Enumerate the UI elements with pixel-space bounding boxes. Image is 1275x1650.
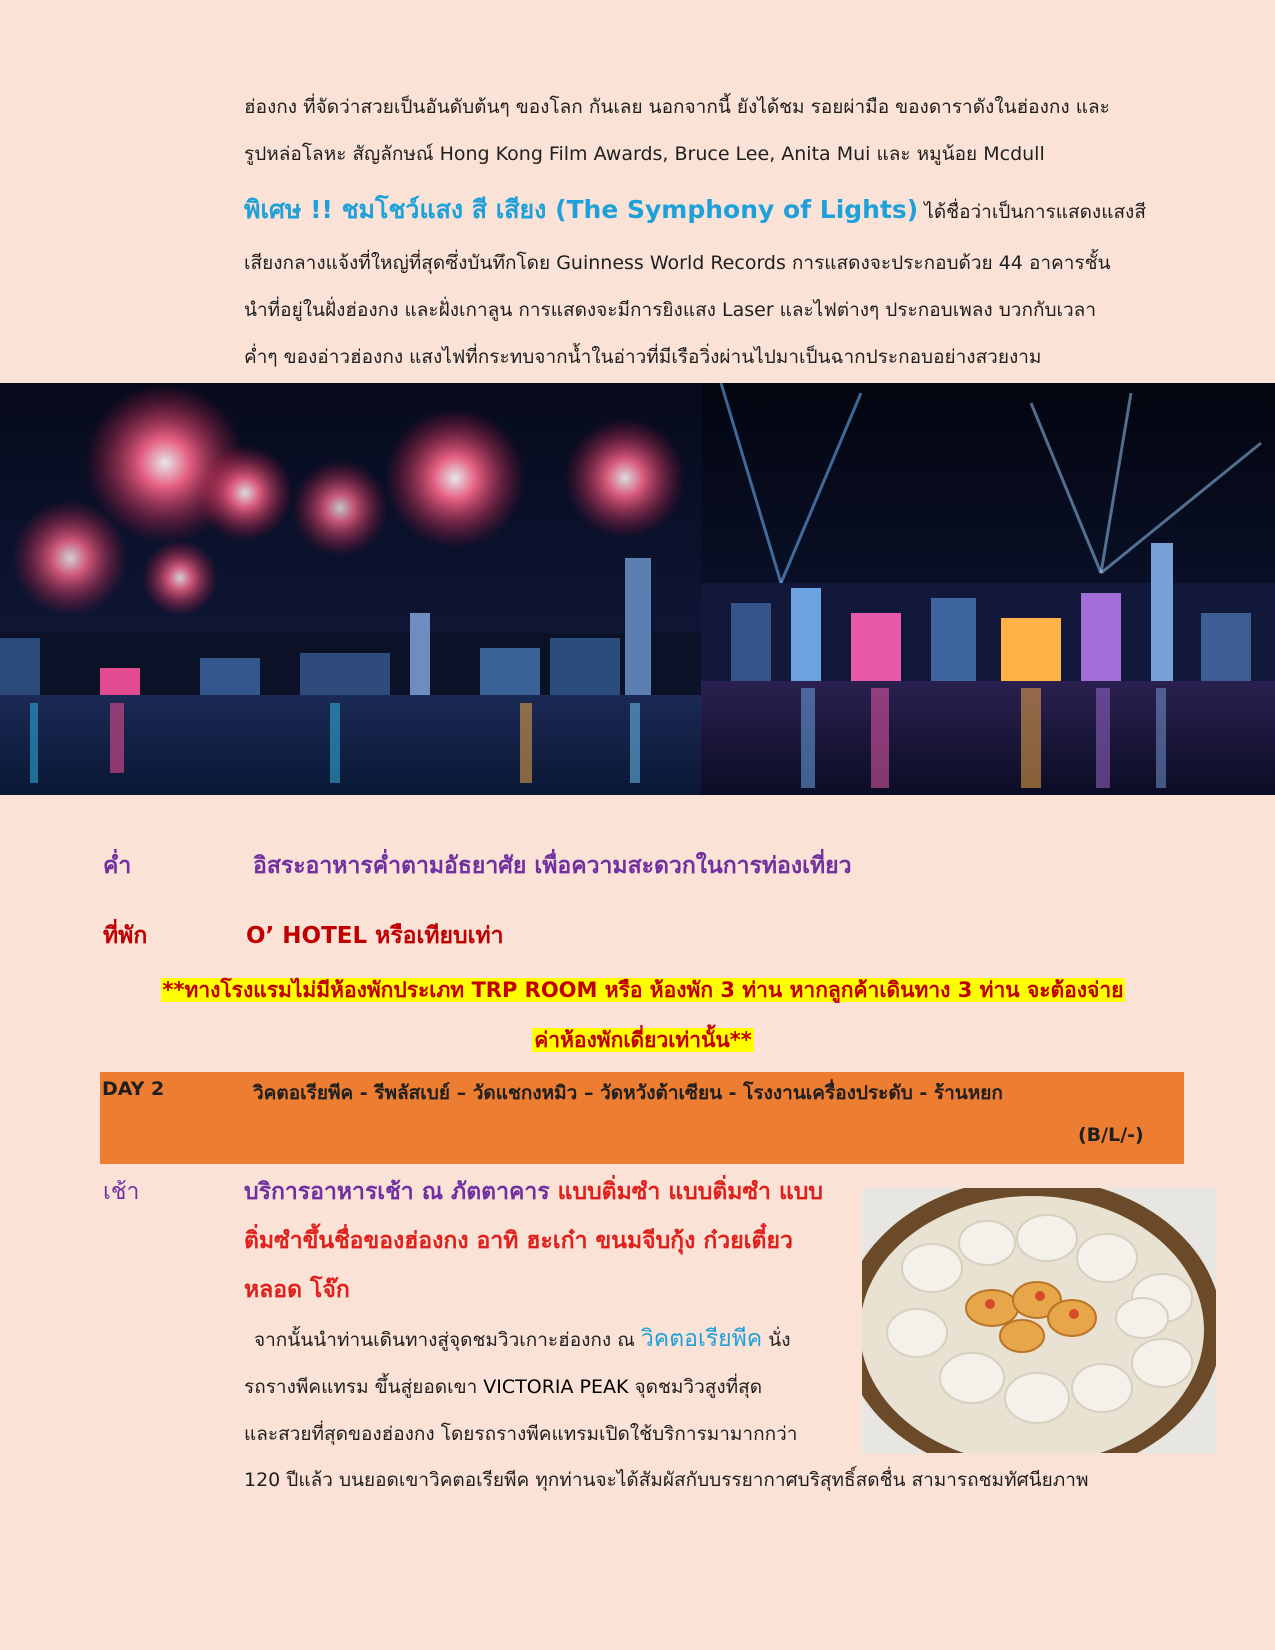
breakfast-text [244, 1168, 844, 1315]
peak-line-1 [244, 1316, 844, 1364]
day-2-header [100, 1072, 1184, 1164]
room-notice [103, 965, 1183, 1065]
symphony-line-2: เสียงกลางแจ้งที่ใหญ่ที่สุดซึ่งบันทึกโดย Guinness World Records การแสดงจะประกอบด้วย 44 อาคารชั้น [244, 252, 1111, 274]
intro-line-2: รูปหล่อโลหะ สัญลักษณ์ Hong Kong Film Awards, Bruce Lee, Anita Mui และ หมูน้อย Mcdull [244, 143, 1045, 165]
breakfast-red-2: ติ่มซำขึ้นชื่อของฮ่องกง อาทิ ฮะเก๋า ขนมจีบกุ้ง ก๋วยเตี๋ยว [244, 1228, 793, 1254]
symphony-line-3: นำที่อยู่ในฝั่งฮ่องกง และฝั่งเกาลูน การแสดงจะมีการยิงแสง Laser และไฟต่างๆ ประกอบเพลง บวกกับเวลา [244, 299, 1096, 321]
symphony-lights-photo [701, 383, 1275, 795]
peak-line-2 [244, 1364, 844, 1411]
symphony-line-1-rest: ได้ชื่อว่าเป็นการแสดงแสงสี [918, 201, 1146, 223]
breakfast-line-1 [244, 1168, 844, 1217]
day-2-meals: (B/L/-) [1078, 1124, 1144, 1146]
day-2-route: วิคตอเรียพีค - รีพลัสเบย์ – วัดแชกงหมิว – วัดหวังต้าเซียน - โรงงานเครื่องประดับ - ร้านหยก [253, 1082, 1003, 1104]
dinner-text: อิสระอาหารค่ำตามอัธยาศัย เพื่อความสะดวกในการท่องเที่ยว [253, 853, 852, 879]
peak-line-4: 120 ปีแล้ว บนยอดเขาวิคตอเรียพีค ทุกท่านจะได้สัมผัสกับบรรยากาศบริสุทธิ์สดชื่น สามารถชมทัศนียภาพ [244, 1469, 1089, 1491]
room-notice-line-2: ค่าห้องพักเดี่ยวเท่านั้น** [534, 1028, 752, 1052]
hotel-label: ที่พัก [103, 923, 148, 949]
dinner-label: ค่ำ [103, 853, 132, 879]
symphony-highlight: พิเศษ !! ชมโชว์แสง สี เสียง (The Symphony of Lights) [244, 195, 919, 224]
peak-line-3: และสวยที่สุดของฮ่องกง โดยรถรางพีคแทรมเปิดใช้บริการมามากกว่า [244, 1423, 798, 1445]
victoria-peak-paragraph [244, 1316, 844, 1458]
dim-sum-photo [862, 1188, 1216, 1453]
breakfast-intro: บริการอาหารเช้า ณ ภัตตาคาร [244, 1179, 550, 1205]
day-2-label: DAY 2 [102, 1078, 165, 1100]
intro-paragraph [244, 84, 1180, 178]
symphony-line-4: ค่ำๆ ของอ่าวฮ่องกง แสงไฟที่กระทบจากน้ำในอ่าวที่มีเรือวิ่งผ่านไปมาเป็นฉากประกอบอย่างสวยงาม [244, 346, 1042, 368]
breakfast-label: เช้า [103, 1179, 140, 1205]
symphony-line-1 [244, 182, 1180, 240]
peak-line-2-post: จุดชมวิวสูงที่สุด [628, 1376, 763, 1398]
symphony-paragraph [244, 182, 1180, 381]
peak-line-2-pre: รถรางพีคแทรม ขึ้นสู่ยอดเขา [244, 1376, 484, 1398]
intro-line-1: ฮ่องกง ที่จัดว่าสวยเป็นอันดับต้นๆ ของโลก กันเลย นอกจากนี้ ยังได้ชม รอยผ่ามือ ของดาราดังในฮ่องกง และ [244, 96, 1110, 118]
victoria-peak-highlight: วิคตอเรียพีค [640, 1326, 763, 1352]
victoria-peak-caps: VICTORIA PEAK [483, 1376, 629, 1398]
breakfast-red-3: หลอด โจ๊ก [244, 1277, 350, 1303]
breakfast-red-1: แบบติ่มซำ แบบติ่มซำ แบบ [549, 1179, 823, 1205]
peak-line-1-post: นั่ง [762, 1329, 791, 1351]
fireworks-photo [0, 383, 701, 795]
hotel-text: O’ HOTEL หรือเทียบเท่า [246, 923, 504, 949]
room-notice-line-1: **ทางโรงแรมไม่มีห้องพักประเภท TRP ROOM หรือ ห้องพัก 3 ท่าน หากลูกค้าเดินทาง 3 ท่าน จะต้องจ่าย [162, 978, 1124, 1002]
peak-line-1-pre: จากนั้นนำท่านเดินทางสู่จุดชมวิวเกาะฮ่องกง ณ [254, 1329, 641, 1351]
